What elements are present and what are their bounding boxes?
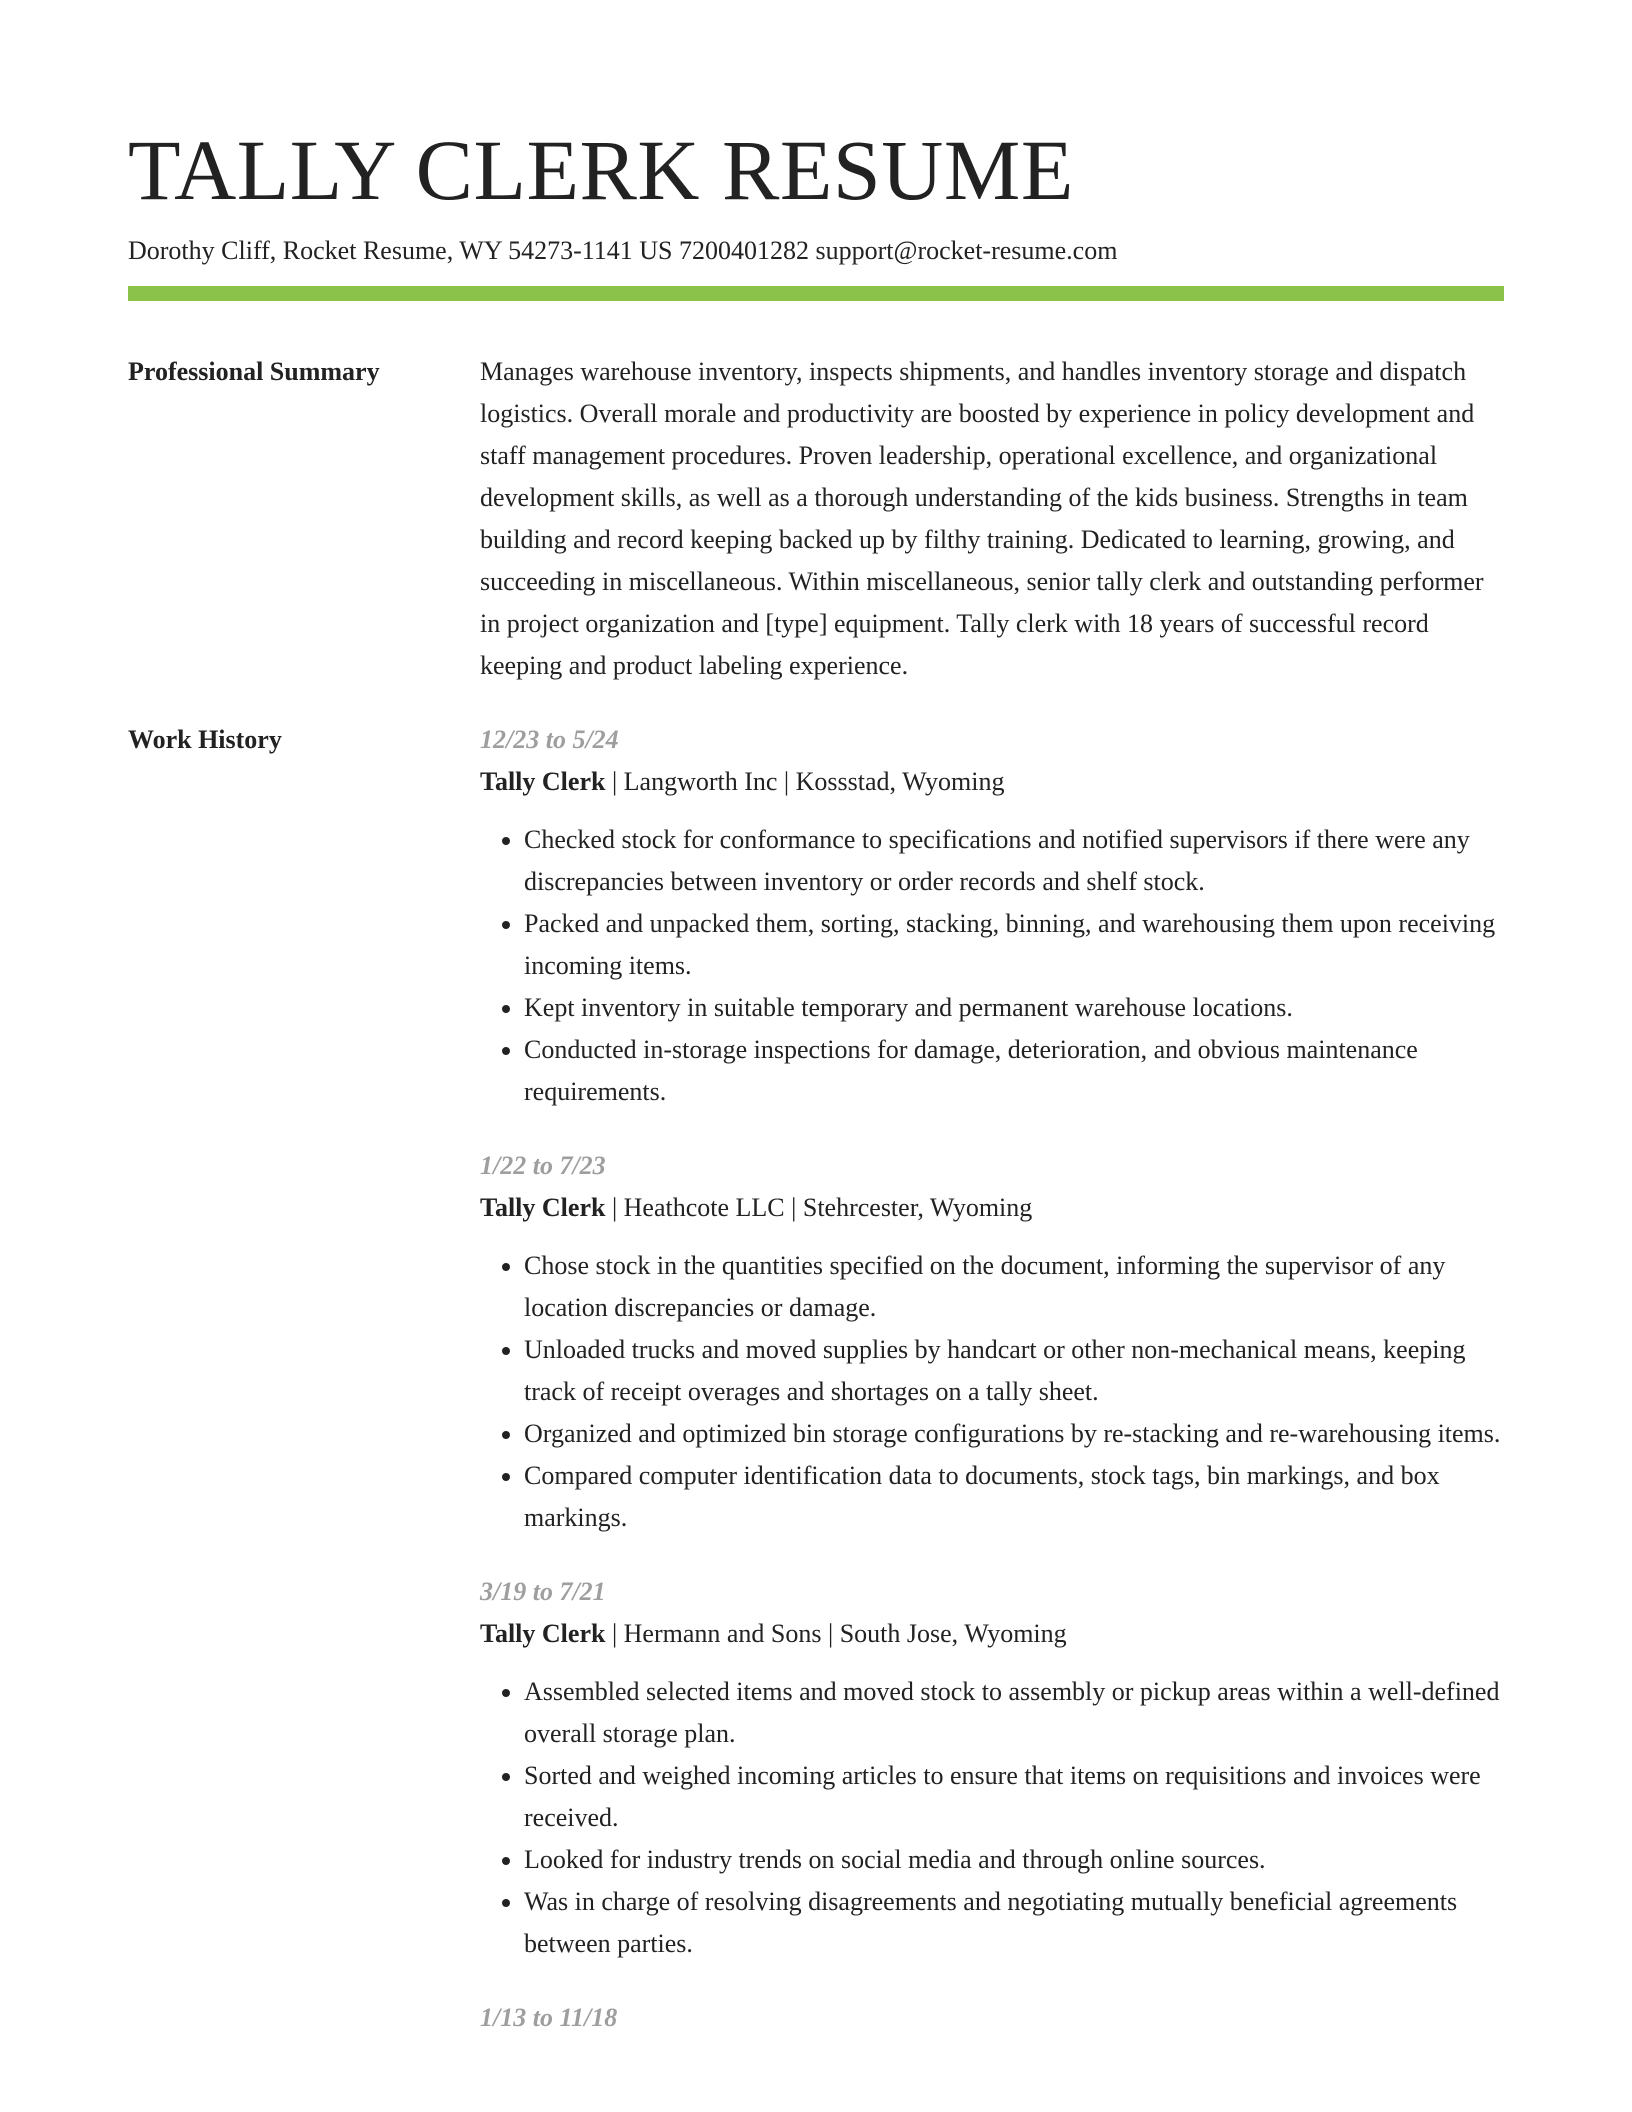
job-bullet: • Chose stock in the quantities specified on the document, informing the supervisor of any location discrepancies or damage. xyxy=(524,1245,1504,1329)
job-bullet: • Packed and unpacked them, sorting, stacking, binning, and warehousing them upon receiving incoming items. xyxy=(524,903,1504,987)
job-bullet: • Was in charge of resolving disagreements and negotiating mutually beneficial agreements between parties. xyxy=(524,1881,1504,1965)
professional-summary-section xyxy=(128,351,1504,687)
job-entry xyxy=(480,1145,1504,1539)
header-divider xyxy=(128,286,1504,301)
job-bullet: • Unloaded trucks and moved supplies by handcart or other non-mechanical means, keeping track of receipt overages and shortages on a tally sheet. xyxy=(524,1329,1504,1413)
job-heading xyxy=(480,761,1504,803)
section-label-work-history: Work History xyxy=(128,725,282,754)
job-bullet-list xyxy=(480,1671,1504,1965)
job-bullet: • Conducted in-storage inspections for damage, deterioration, and obvious maintenance requirements. xyxy=(524,1029,1504,1113)
job-title: Tally Clerk xyxy=(480,1193,606,1222)
job-bullet-list xyxy=(480,819,1504,1113)
job-bullet: • Organized and optimized bin storage configurations by re-stacking and re-warehousing items. xyxy=(524,1413,1504,1455)
job-heading xyxy=(480,1613,1504,1655)
job-dates: 3/19 to 7/21 xyxy=(480,1577,606,1606)
job-heading xyxy=(480,1187,1504,1229)
job-bullet-list xyxy=(480,1245,1504,1539)
job-bullet: • Kept inventory in suitable temporary and permanent warehouse locations. xyxy=(524,987,1504,1029)
job-bullet: • Looked for industry trends on social media and through online sources. xyxy=(524,1839,1504,1881)
contact-info: Dorothy Cliff, Rocket Resume, WY 54273-1141 US 7200401282 support@rocket-resume.com xyxy=(128,236,1118,265)
job-bullet: • Checked stock for conformance to specifications and notified supervisors if there were any discrepancies between inventory or order records and shelf stock. xyxy=(524,819,1504,903)
work-history-list xyxy=(480,719,1504,2071)
job-dates: 1/22 to 7/23 xyxy=(480,1151,606,1180)
job-entry xyxy=(480,719,1504,1113)
job-title: Tally Clerk xyxy=(480,767,606,796)
section-label-professional-summary: Professional Summary xyxy=(128,357,380,386)
professional-summary-text: Manages warehouse inventory, inspects shipments, and handles inventory storage and dispatch logistics. Overall morale and productivity are boosted by experience in policy development and staff management procedures. Proven leadership, operational excellence, and organizational development skills, as well as a thorough understanding of the kids business. Strengths in team building and record keeping backed up by filthy training. Dedicated to learning, growing, and succeeding in miscellaneous. Within miscellaneous, senior tally clerk and outstanding performer in project organization and [type] equipment. Tally clerk with 18 years of successful record keeping and product labeling experience. xyxy=(480,357,1484,680)
job-company-location: | Heathcote LLC | Stehrcester, Wyoming xyxy=(605,1193,1033,1222)
job-entry xyxy=(480,1571,1504,1965)
job-title: Tally Clerk xyxy=(480,1619,606,1648)
job-company-location: | Langworth Inc | Kossstad, Wyoming xyxy=(605,767,1005,796)
work-history-section xyxy=(128,719,1504,2071)
resume-title: TALLY CLERK RESUME xyxy=(128,122,1074,218)
job-entry xyxy=(480,1997,1504,2039)
resume-page xyxy=(128,0,1504,2071)
job-company-location: | Hermann and Sons | South Jose, Wyoming xyxy=(605,1619,1067,1648)
job-dates: 12/23 to 5/24 xyxy=(480,725,619,754)
job-bullet: • Sorted and weighed incoming articles to ensure that items on requisitions and invoices were received. xyxy=(524,1755,1504,1839)
job-bullet: • Assembled selected items and moved stock to assembly or pickup areas within a well-defined overall storage plan. xyxy=(524,1671,1504,1755)
job-dates: 1/13 to 11/18 xyxy=(480,2003,618,2032)
job-bullet: • Compared computer identification data to documents, stock tags, bin markings, and box markings. xyxy=(524,1455,1504,1539)
